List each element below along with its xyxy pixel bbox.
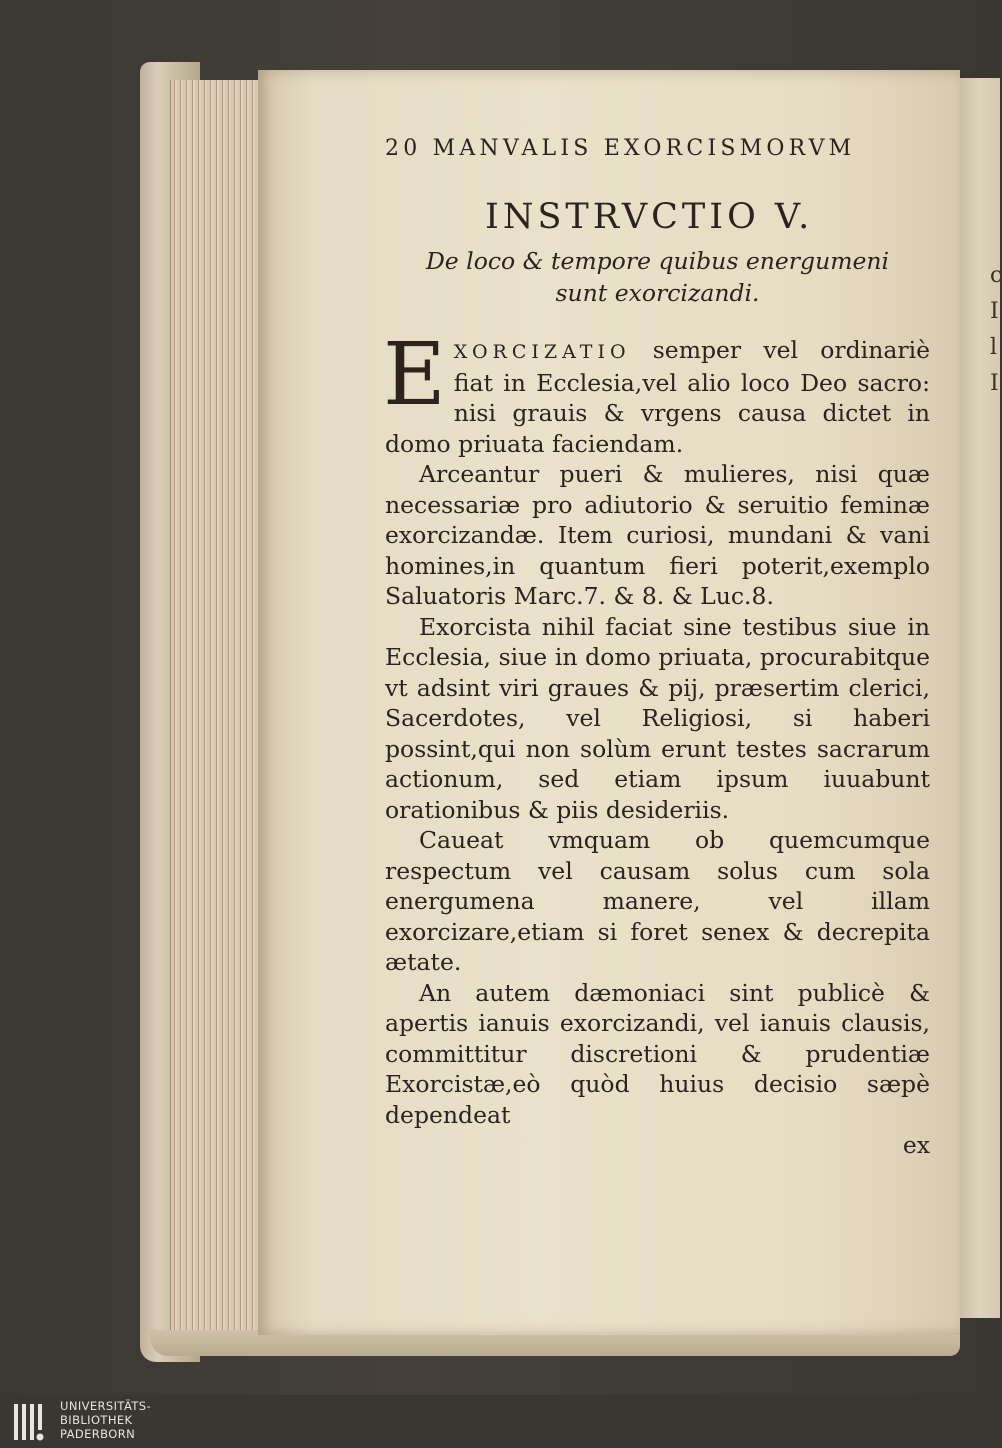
library-name bbox=[60, 1399, 151, 1441]
library-name-line-1: UNIVERSITÄTS- bbox=[60, 1399, 152, 1413]
catchword: ex bbox=[902, 1131, 930, 1159]
subtitle-line-1: De loco & tempore quibus energumeni bbox=[425, 247, 890, 275]
library-footer bbox=[0, 1398, 1000, 1448]
drop-cap-initial: E bbox=[383, 325, 446, 425]
paragraph-1 bbox=[383, 325, 930, 459]
running-head: 20 MANVALIS EXORCISMORVM bbox=[385, 136, 856, 161]
paragraph-3: Exorcista nihil faciat sine testibus siue in Ecclesia, siue in domo priuata, procurabitque vt adsint viri graues & pij, præsertim clerici, Sacerdotes, vel Religiosi, si haberi possint,qui non solùm erunt testes sacrarum actionum, sed etiam ipsum iuuabunt orationibus & piis desideriis. bbox=[385, 612, 930, 824]
paragraph-5: An autem dæmoniaci sint publicè & apertis ianuis exorcizandi, vel ianuis clausis, committitur discretioni & prudentiæ Exorcistæ,eò quòd huius decisio sæpè dependeat bbox=[385, 978, 930, 1129]
small-caps-word: XORCIZATIO bbox=[453, 341, 631, 363]
library-name-line-3: PADERBORN bbox=[60, 1427, 136, 1441]
paragraph-2: Arceantur pueri & mulieres, nisi quæ necessariæ pro adiutorio & seruitio feminæ exorcizandæ. Item curiosi, mundani & vani homines,in quantum fieri poterit,exemplo Saluatoris Marc.7. & 8. & Luc.8. bbox=[385, 460, 930, 610]
library-name-line-2: BIBLIOTHEK bbox=[60, 1413, 133, 1427]
chapter-title: INSTRVCTIO V. bbox=[485, 197, 814, 237]
paragraph-1-text: semper vel ordinariè fiat in Ecclesia,vel alio loco Deo sacro: nisi grauis & vrgens causa dictet in domo priuata faciendam. bbox=[385, 336, 930, 458]
chapter-subtitle bbox=[385, 245, 930, 309]
library-logo-icon bbox=[14, 1402, 48, 1442]
subtitle-line-2: sunt exorcizandi. bbox=[555, 279, 760, 307]
body-text bbox=[383, 325, 930, 1160]
facing-page-fragments: c I l I bbox=[990, 263, 1002, 396]
paragraph-4: Caueat vmquam ob quemcumque respectum vel causam solus cum sola energumena manere, vel illam exorcizare,etiam si foret senex & decrepita ætate. bbox=[385, 826, 930, 976]
page-stack-edge bbox=[170, 80, 263, 1330]
